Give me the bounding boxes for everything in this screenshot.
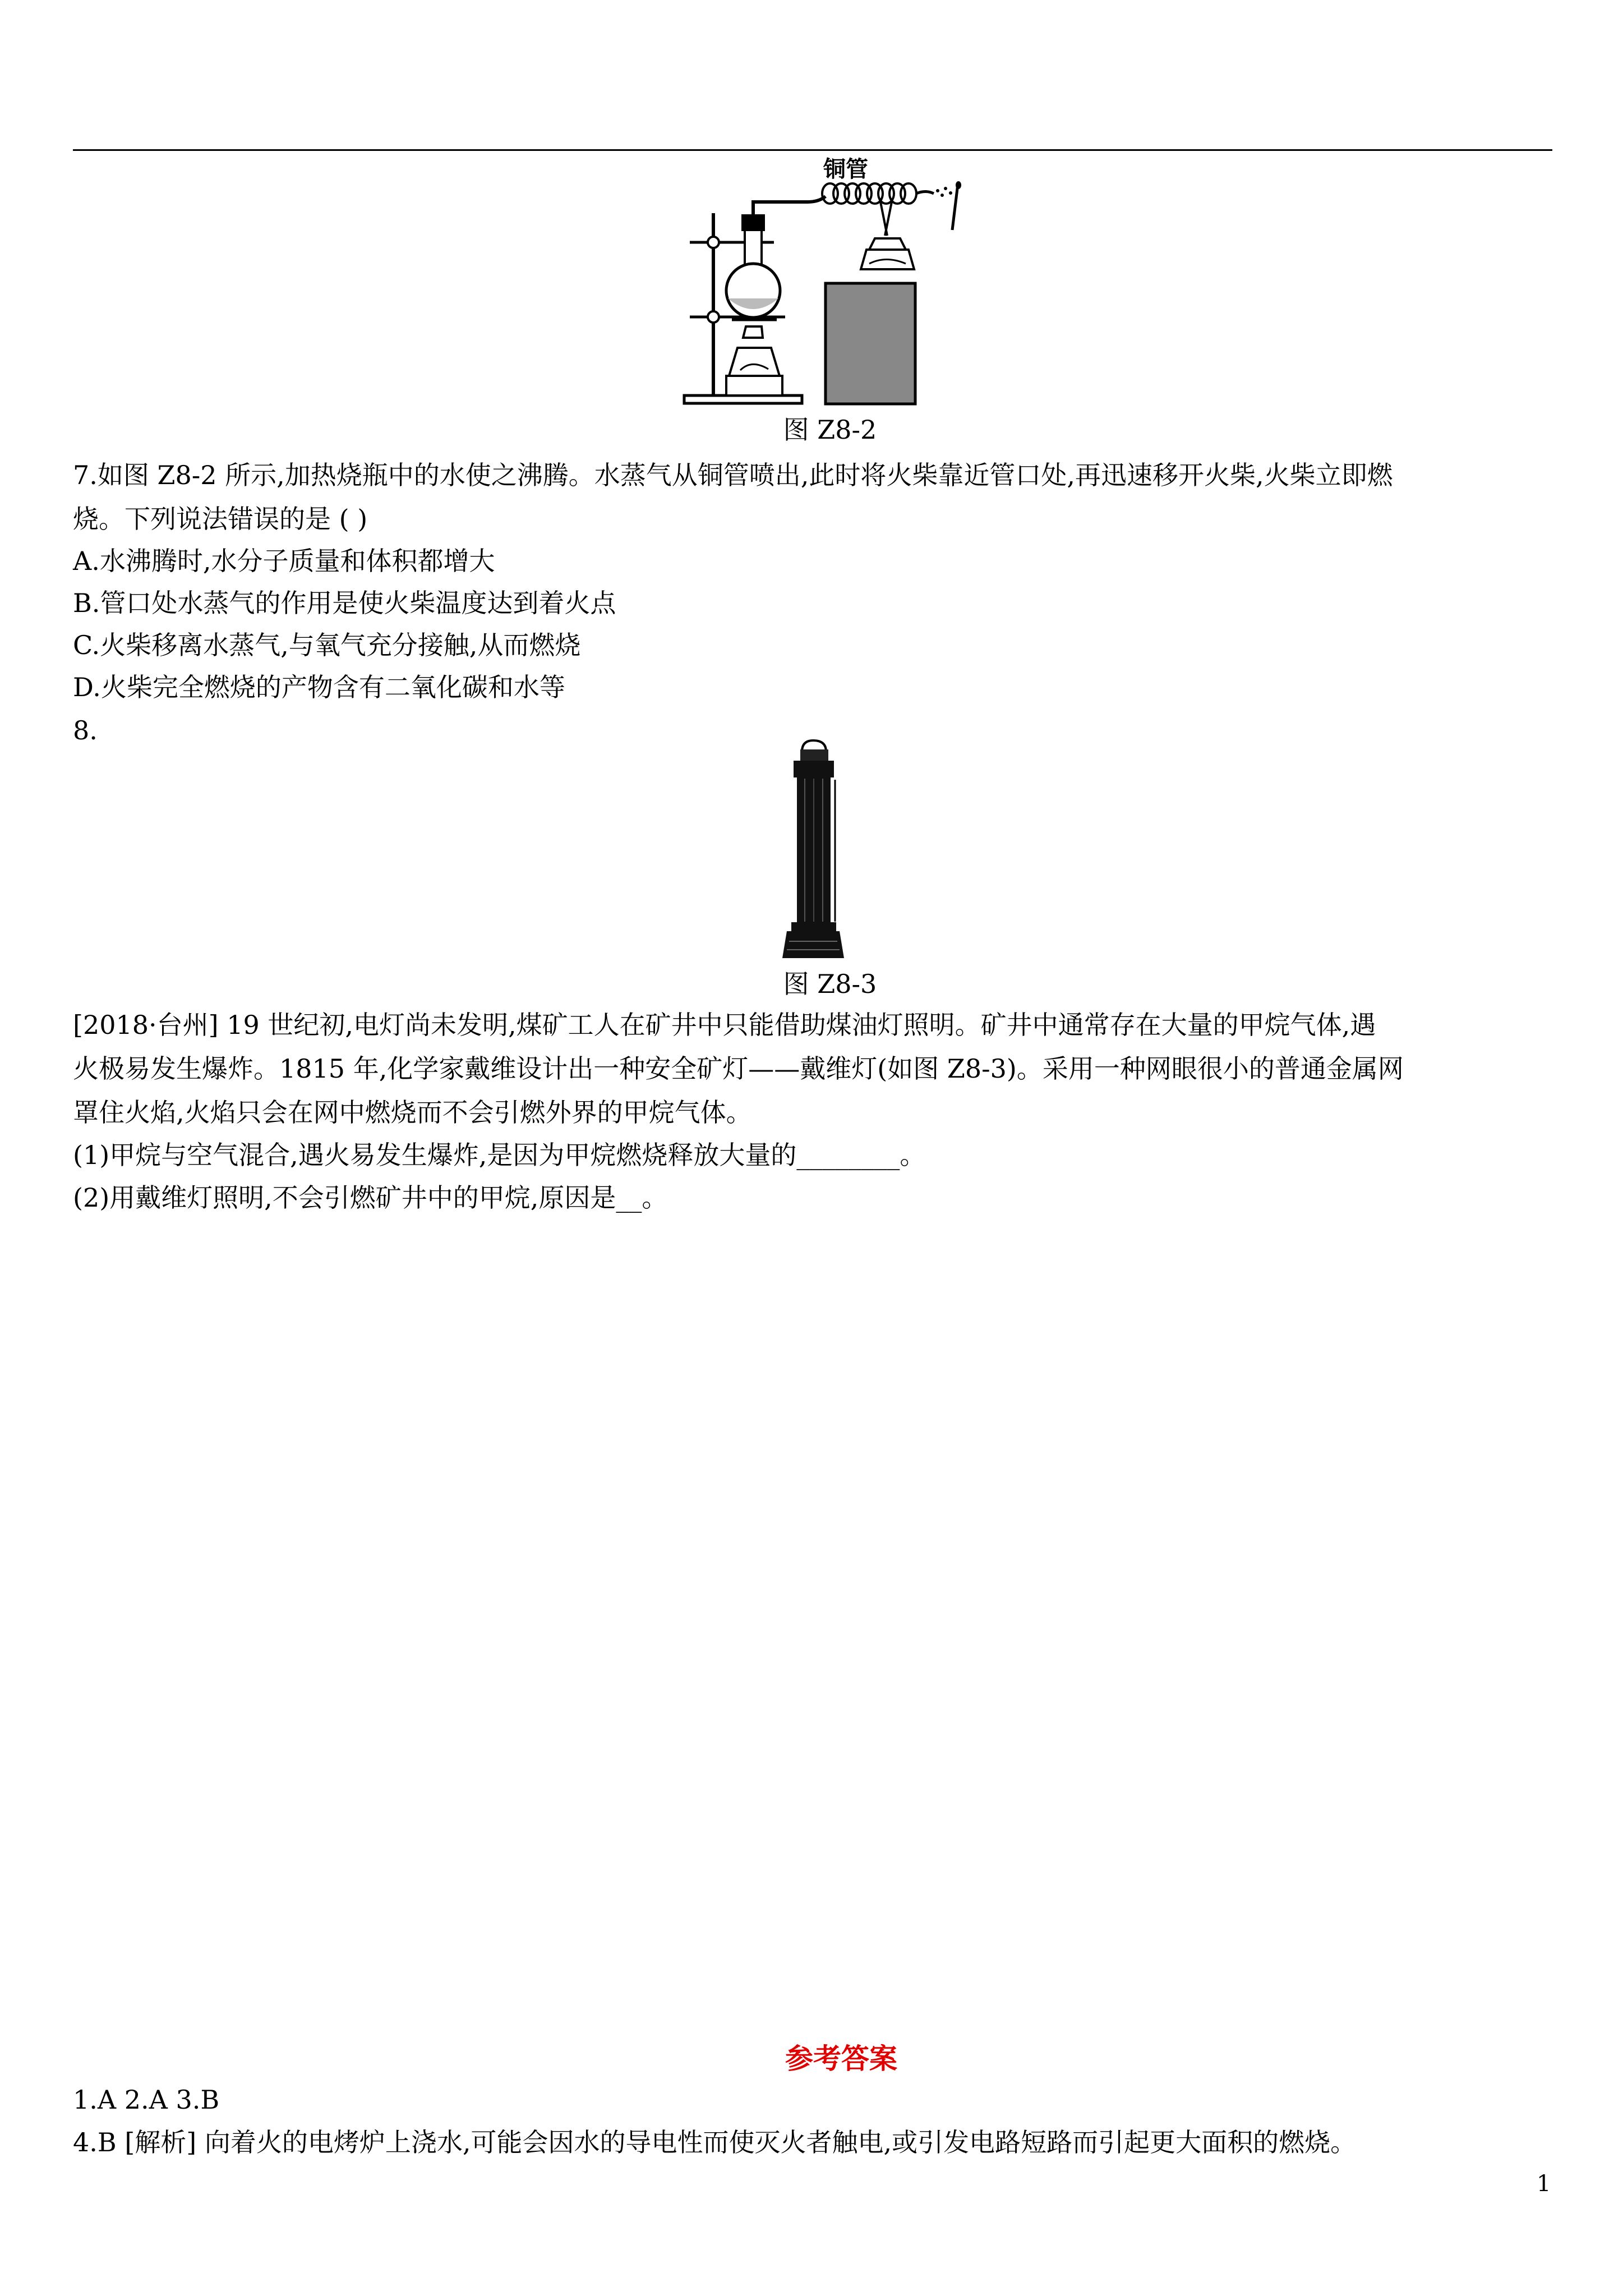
page-number: 1 [1537, 2171, 1551, 2197]
q7-stem-line2: 烧。下列说法错误的是 ( ) [73, 504, 368, 534]
figure-z8-3-caption: 图 Z8-3 [783, 969, 877, 999]
copper-pipe-label: 铜管 [823, 157, 868, 182]
apparatus-figure [679, 180, 970, 407]
q8-stem-line1: [2018·台州] 19 世纪初,电灯尚未发明,煤矿工人在矿井中只能借助煤油灯照明。矿井中通常存在大量的甲烷气体,遇 [73, 1010, 1376, 1040]
answers-line1: 1.A 2.A 3.B [73, 2085, 220, 2115]
q7-option-b: B.管口处水蒸气的作用是使火柴温度达到着火点 [73, 588, 616, 618]
q8-stem-line2: 火极易发生爆炸。1815 年,化学家戴维设计出一种安全矿灯——戴维灯(如图 Z8-3)。采用一种网眼很小的普通金属网 [73, 1053, 1404, 1084]
q8-subquestion-2: (2)用戴维灯照明,不会引燃矿井中的甲烷,原因是__。 [73, 1182, 668, 1213]
q8-number: 8. [73, 715, 98, 746]
q8-stem-line3: 罩住火焰,火焰只会在网中燃烧而不会引燃外界的甲烷气体。 [73, 1097, 752, 1128]
q7-option-c: C.火柴移离水蒸气,与氧气充分接触,从而燃烧 [73, 630, 581, 660]
header-rule [73, 149, 1552, 151]
figure-z8-2-caption: 图 Z8-2 [783, 415, 877, 445]
q7-option-a: A.水沸腾时,水分子质量和体积都增大 [73, 546, 495, 576]
q7-stem-line1: 7.如图 Z8-2 所示,加热烧瓶中的水使之沸腾。水蒸气从铜管喷出,此时将火柴靠近管口处,再迅速移开火柴,火柴立即燃 [73, 460, 1393, 490]
davy-lamp-figure [777, 739, 850, 961]
answers-title: 参考答案 [785, 2042, 897, 2075]
q7-option-d: D.火柴完全燃烧的产物含有二氧化碳和水等 [73, 672, 565, 702]
q8-subquestion-1: (1)甲烷与空气混合,遇火易发生爆炸,是因为甲烷燃烧释放大量的________。 [73, 1140, 926, 1170]
answers-line2: 4.B [解析] 向着火的电烤炉上浇水,可能会因水的导电性而使灭火者触电,或引发电路短路而引起更大面积的燃烧。 [73, 2127, 1357, 2157]
